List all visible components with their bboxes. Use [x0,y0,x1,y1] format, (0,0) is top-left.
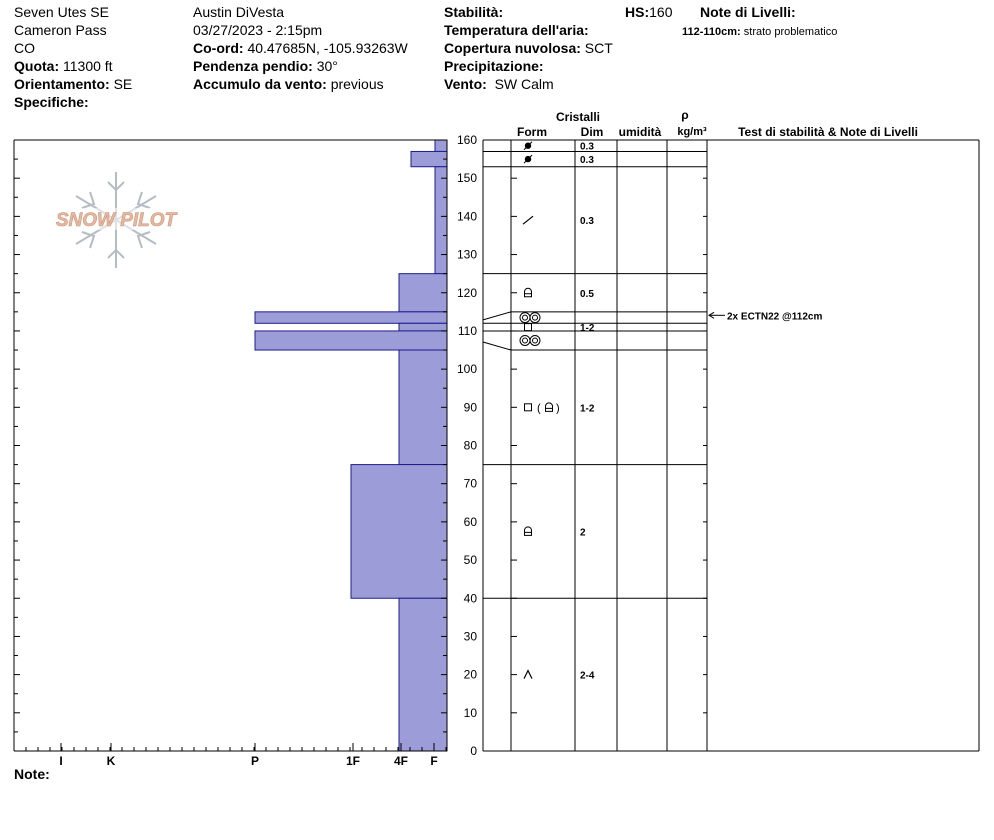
hardness-tick-label-4F: 4F [393,754,409,768]
crystal-row-4 [520,313,540,323]
hs-value: 160 [649,4,673,20]
faceted-icon [525,404,532,411]
melt-forms-icon [520,335,530,345]
faceted-rounded-icon [525,288,532,297]
depth-label-70: 70 [463,476,477,491]
mountain-range: Cameron Pass [14,22,107,38]
crystal-row-9 [524,671,595,682]
faceted-icon [525,324,532,331]
hardness-tick-label-1F: 1F [345,754,361,768]
location-name: Seven Utes SE [14,4,109,20]
decomposing-icon [523,216,533,224]
slope-value: 30° [316,58,338,74]
air-temp-label: Temperatura dell'aria: [444,22,589,38]
depth-label-50: 50 [463,553,477,568]
depth-label-130: 130 [456,247,477,262]
slope-label: Pendenza pendio: [193,58,313,74]
aspect-value: SE [113,76,133,92]
hardness-tick-label-K: K [106,754,116,768]
grain-size-label: 1-2 [580,403,595,415]
hardness-bar-7 [399,350,447,465]
hardness-bar-2 [435,167,447,274]
depth-hoar-icon [524,671,532,679]
depth-label-150: 150 [456,171,477,186]
stability-label: Stabilità: [444,4,504,20]
layer-note-text: strato problematico [743,26,838,38]
crystal-row-3 [525,288,595,300]
crystal-row-1 [524,155,594,166]
melt-forms-icon-inner [523,315,528,320]
melt-forms-icon-inner [533,338,538,343]
grain-size-label: 0.3 [580,155,594,167]
sky-label: Copertura nuvolosa: [444,40,581,56]
depth-label-120: 120 [456,285,477,300]
hardness-bar-5 [399,323,447,331]
hardness-tick-label-P: P [250,754,260,768]
precip-label: Precipitazione: [444,58,544,74]
crystal-row-6 [520,335,540,345]
crystal-row-8 [525,527,587,538]
melt-forms-icon [530,313,540,323]
grain-size-label: 0.3 [580,141,594,153]
melt-forms-icon-inner [533,315,538,320]
depth-label-60: 60 [463,514,477,529]
hardness-tick-label-F: F [430,754,438,768]
hardness-bar-0 [435,140,447,151]
melt-forms-icon-inner [523,338,528,343]
wind-loading-label: Accumulo da vento: [193,76,327,92]
depth-label-10: 10 [463,705,477,720]
faceted-rounded-icon [546,403,553,411]
hardness-bar-9 [399,598,447,751]
notes-label: Note: [14,766,50,782]
specifics-label: Specifiche: [14,94,89,110]
crystal-row-5 [525,323,595,334]
melt-forms-icon [530,335,540,345]
crystal-row-2 [523,216,594,227]
paren-close: ) [556,402,560,415]
layer-notes-heading: Note di Livelli: [700,4,796,20]
grain-size-label: 2 [580,527,586,539]
stability-test-note-0: 2x ECTN22 @112cm [727,311,823,323]
crystal-row-7 [525,402,595,414]
depth-label-100: 100 [456,362,477,377]
size-header: Dim [580,125,604,139]
elevation-label: Quota: [14,58,60,74]
hs-label: HS: [625,4,650,20]
depth-label-30: 30 [463,629,477,644]
depth-label-110: 110 [457,323,477,338]
grain-size-label: 1-2 [580,323,595,335]
coords-label: Co-ord: [193,40,244,56]
layer-note-depth: 112-110cm: [682,26,741,38]
density-unit-header: kg/m³ [677,126,707,138]
depth-connector-105 [483,342,511,350]
grain-size-label: 0.5 [580,288,594,300]
depth-label-140: 140 [456,209,477,224]
observer: Austin DiVesta [193,4,285,20]
grain-size-label: 0.3 [580,216,594,228]
aspect-label: Orientamento: [14,76,110,92]
logo-text: SNOW PILOT [55,210,177,231]
coords-value: 40.47685N, -105.93263W [247,40,408,56]
hardness-bar-8 [351,465,447,599]
hardness-bar-3 [399,274,447,312]
grain-size-label: 2-4 [580,670,595,682]
elevation-value: 11300 ft [63,58,113,74]
hardness-tick-label-I: I [59,754,63,768]
depth-label-90: 90 [463,400,477,415]
depth-connector-115 [483,312,511,320]
tests-notes-header: Test di stabilità & Note di Livelli [738,125,918,139]
moisture-header: umidità [618,125,662,139]
crystals-header: Cristalli [555,110,601,124]
form-header: Form [517,125,547,139]
hardness-bar-6 [255,331,447,350]
hardness-bar-4 [255,312,447,323]
hardness-axis [14,140,447,768]
melt-forms-icon [520,313,530,323]
wind-label: Vento: [444,76,487,92]
depth-label-0: 0 [470,744,477,758]
hardness-profile [255,140,447,751]
wind-value: SW Calm [494,76,554,92]
depth-label-160: 160 [456,133,477,147]
observation-datetime: 03/27/2023 - 2:15pm [193,22,323,38]
depth-label-20: 20 [463,667,477,682]
state: CO [14,40,35,56]
depth-label-80: 80 [463,438,477,453]
wind-loading-value: previous [330,76,384,92]
faceted-rounded-icon [525,527,532,535]
depth-label-40: 40 [463,591,477,606]
sky-value: SCT [584,40,613,56]
hardness-bar-1 [411,151,447,166]
paren-open: ( [537,402,541,415]
crystal-table [457,133,979,758]
rho-header: ρ [681,108,689,122]
column-headers [517,108,918,139]
